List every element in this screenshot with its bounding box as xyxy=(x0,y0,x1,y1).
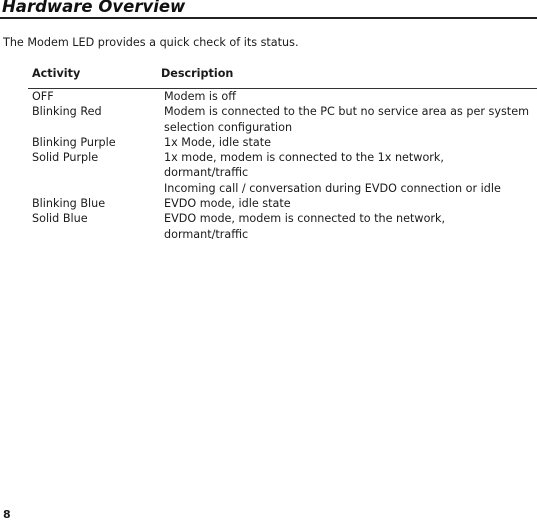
table-row xyxy=(32,150,532,196)
table-row xyxy=(32,89,532,104)
description-cell xyxy=(164,211,532,242)
description-line: Modem is off xyxy=(164,90,236,103)
description-line: dormant/traffic xyxy=(164,227,249,241)
activity-cell: Blinking Blue xyxy=(32,197,106,211)
page-number: 8 xyxy=(3,508,11,521)
led-status-table xyxy=(32,89,532,242)
table-row xyxy=(32,104,532,135)
activity-cell: Blinking Red xyxy=(32,105,102,119)
description-line: Incoming call / conversation during EVDO connection or idle xyxy=(164,181,501,195)
description-line: selection configuration xyxy=(164,120,293,134)
activity-cell: OFF xyxy=(32,90,54,103)
description-line: Modem is connected to the PC but no service area as per system xyxy=(164,105,529,119)
table-row xyxy=(32,135,532,150)
title-divider xyxy=(0,17,537,19)
description-cell xyxy=(164,104,532,135)
column-header-description: Description xyxy=(161,67,234,80)
activity-cell: Blinking Purple xyxy=(32,135,116,149)
description-line: dormant/traffic xyxy=(164,166,249,180)
description-line: EVDO mode, modem is connected to the network, xyxy=(164,212,446,226)
description-cell xyxy=(164,196,532,211)
description-cell xyxy=(164,150,532,196)
description-cell xyxy=(164,135,532,150)
column-header-activity: Activity xyxy=(32,67,81,80)
activity-cell: Solid Blue xyxy=(32,212,88,226)
description-line: 1x mode, modem is connected to the 1x network, xyxy=(164,151,444,165)
description-line: 1x Mode, idle state xyxy=(164,135,271,149)
table-row xyxy=(32,211,532,242)
intro-text: The Modem LED provides a quick check of its status. xyxy=(3,36,299,49)
table-row xyxy=(32,196,532,211)
description-cell xyxy=(164,89,532,104)
table-header xyxy=(32,67,537,87)
description-line: EVDO mode, idle state xyxy=(164,197,291,211)
activity-cell: Solid Purple xyxy=(32,151,99,165)
page-title: Hardware Overview xyxy=(2,0,186,16)
